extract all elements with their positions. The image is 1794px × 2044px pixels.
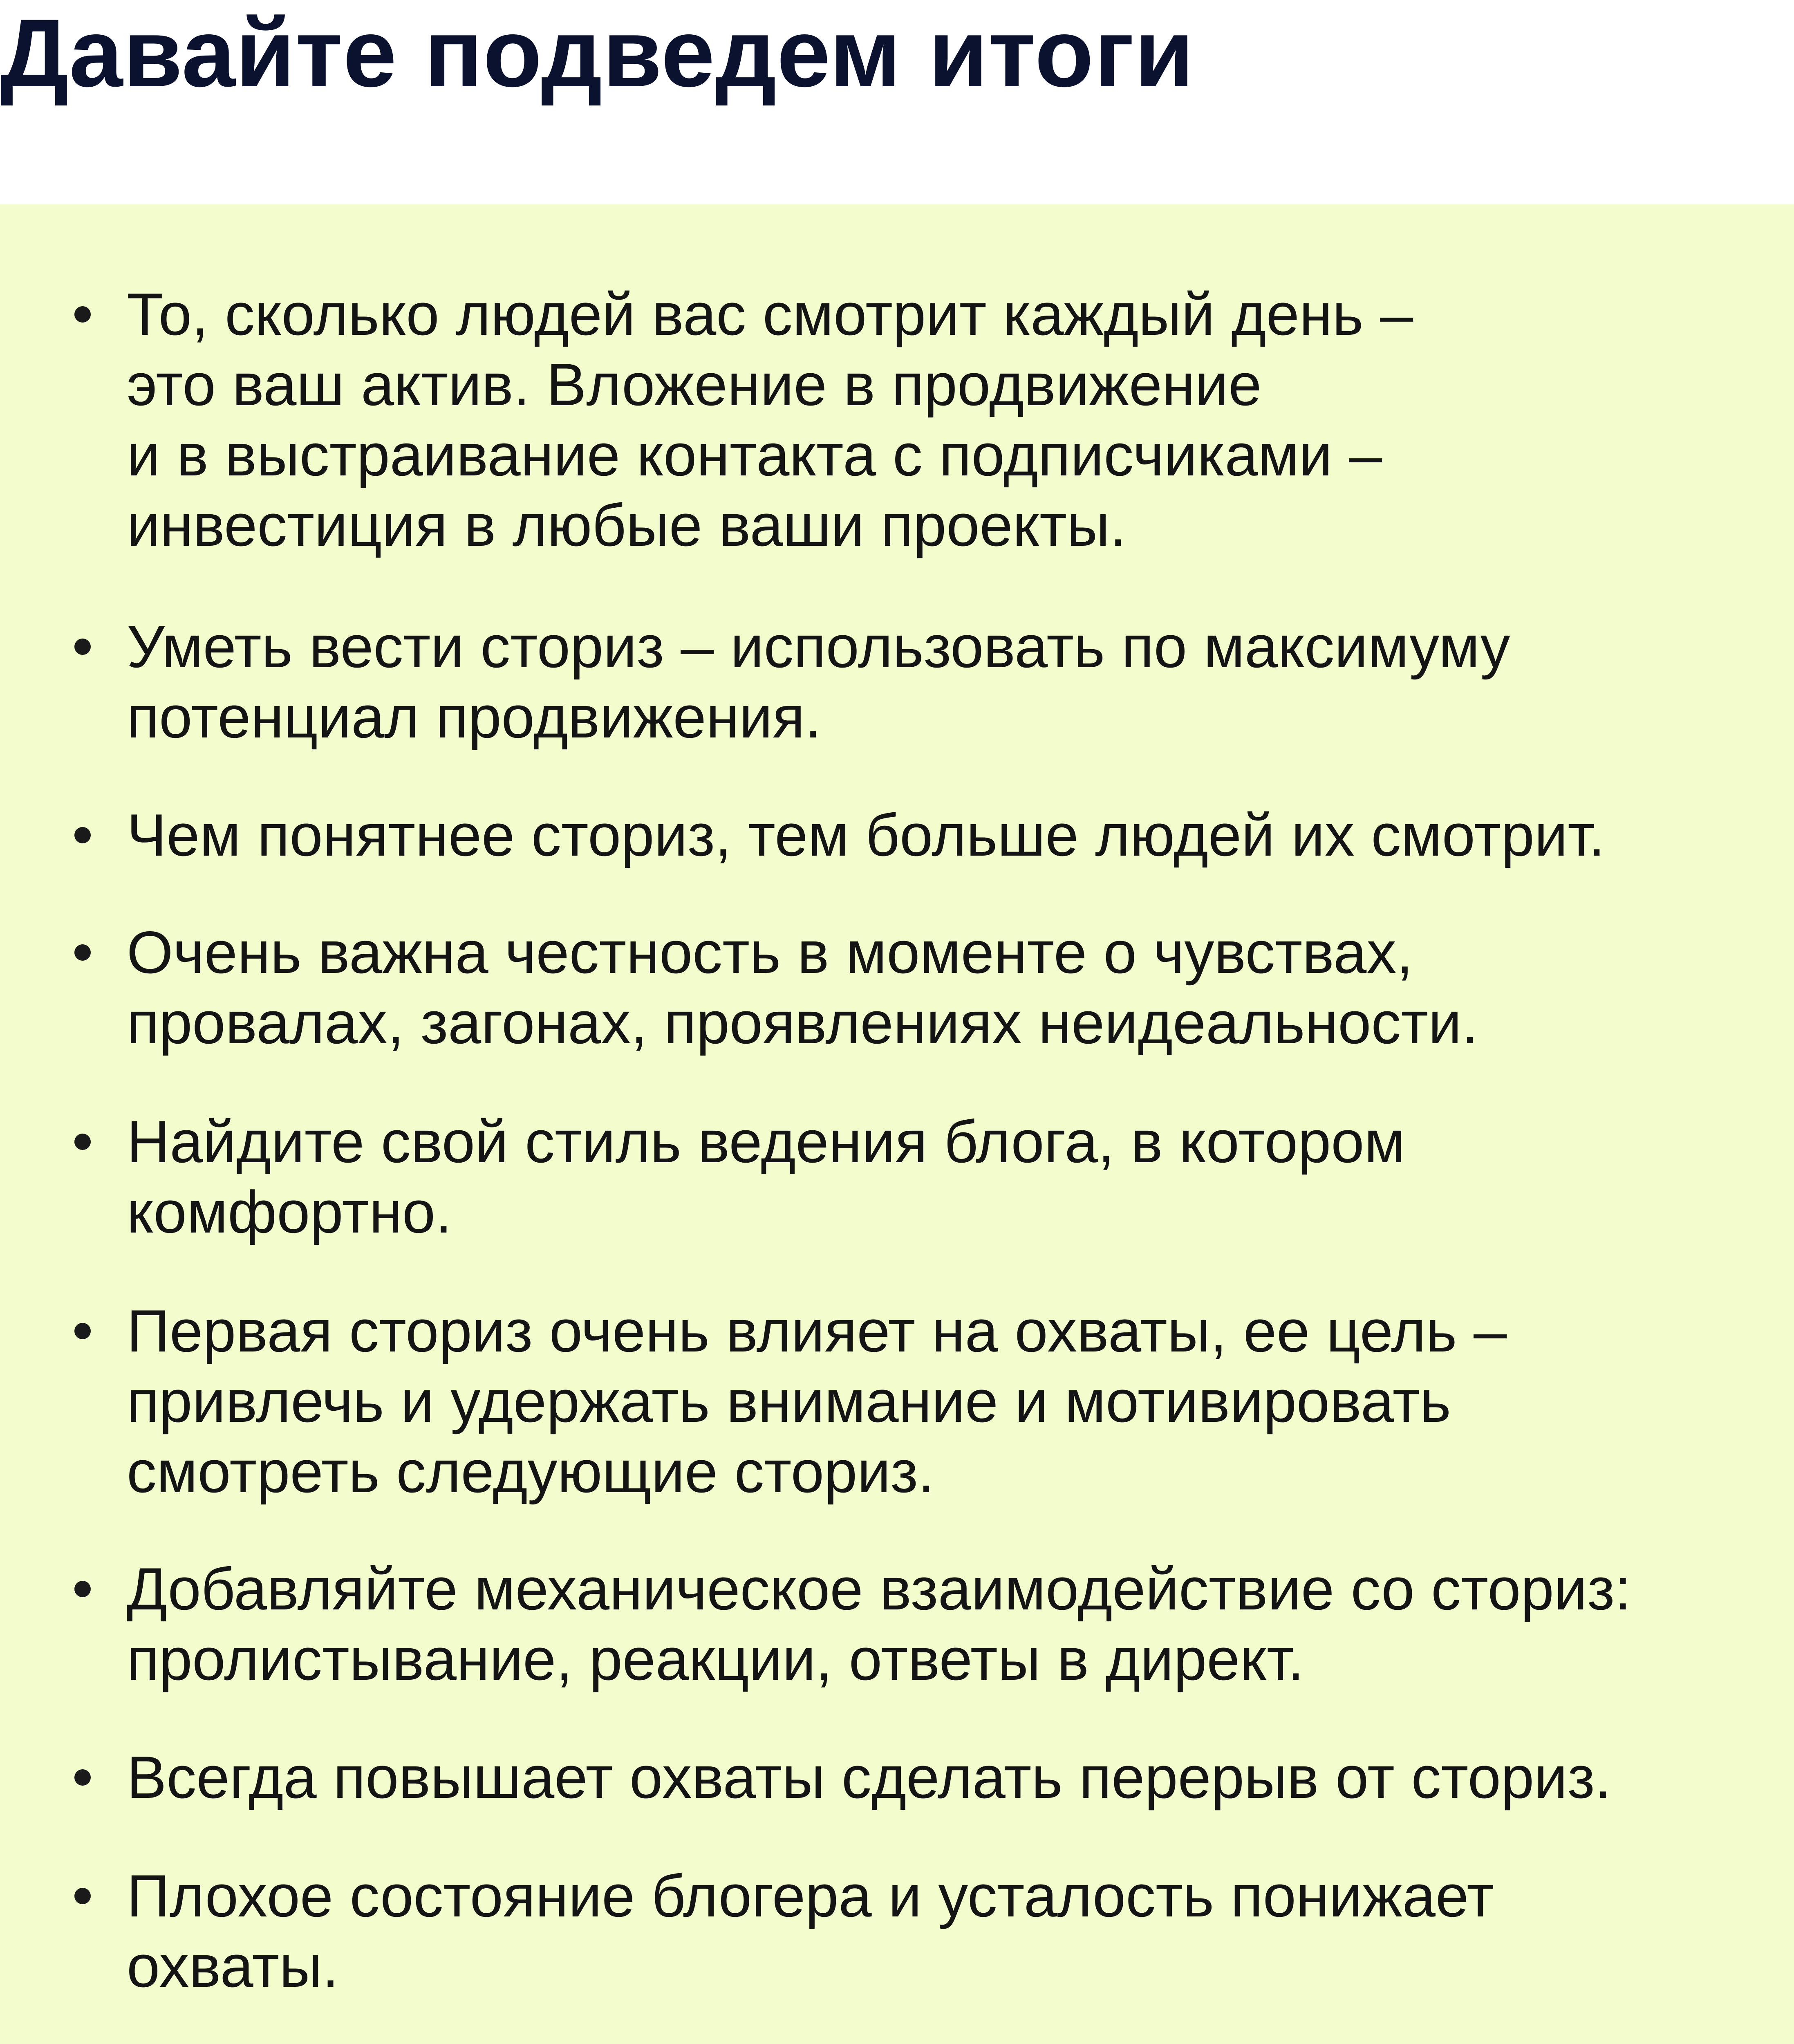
list-item-text: То, сколько людей вас смотрит каждый день – [127,281,1413,347]
bullet-icon [74,306,91,323]
list-item [127,1107,1754,1247]
page-title: Давайте подведем итоги [0,0,1194,107]
bullet-icon [74,639,91,655]
list-item [127,612,1754,752]
list-item [127,917,1754,1058]
list-item [127,1296,1754,1507]
list-item-text: потенциал продвижения. [127,684,822,750]
list-item-text: Уметь вести сториз – использовать по максимуму [127,613,1510,680]
list-item-text: Первая сториз очень влияет на охваты, ее цель – [127,1298,1507,1364]
list-item-text: Всегда повышает охваты сделать перерыв от сториз. [127,1744,1612,1811]
bullet-icon [74,1769,91,1786]
list-item-text: привлечь и удержать внимание и мотивировать [127,1368,1451,1434]
bullet-icon [74,1134,91,1150]
list-item-text: охваты. [127,1933,339,1999]
list-item [127,1861,1754,2001]
list-item [127,1742,1754,1813]
list-item-text: смотреть следующие сториз. [127,1438,935,1505]
list-item [127,800,1754,870]
bullet-icon [74,827,91,843]
list-item [127,1554,1754,1694]
list-item-text: и в выстраивание контакта с подписчиками – [127,421,1382,488]
list-item-text: комфортно. [127,1179,452,1245]
list-item-text: это ваш актив. Вложение в продвижение [127,351,1262,418]
list-item-text: Добавляйте механическое взаимодействие со сториз: [127,1555,1631,1622]
bullet-icon [74,1323,91,1339]
list-item-text: провалах, загонах, проявлениях неидеальности. [127,989,1478,1056]
bullet-icon [74,944,91,961]
list-item-text: Чем понятнее сториз, тем больше людей их смотрит. [127,802,1605,868]
bullet-icon [74,1581,91,1597]
list-item-text: пролистывание, реакции, ответы в директ. [127,1626,1304,1692]
list-item-text: инвестиция в любые ваши проекты. [127,492,1127,558]
list-item-text: Очень важна честность в моменте о чувствах, [127,919,1413,986]
bullet-icon [74,1888,91,1904]
list-item [127,279,1754,560]
list-item-text: Найдите свой стиль ведения блога, в котором [127,1108,1405,1175]
summary-panel [0,204,1794,2044]
list-item-text: Плохое состояние блогера и усталость понижает [127,1862,1494,1929]
